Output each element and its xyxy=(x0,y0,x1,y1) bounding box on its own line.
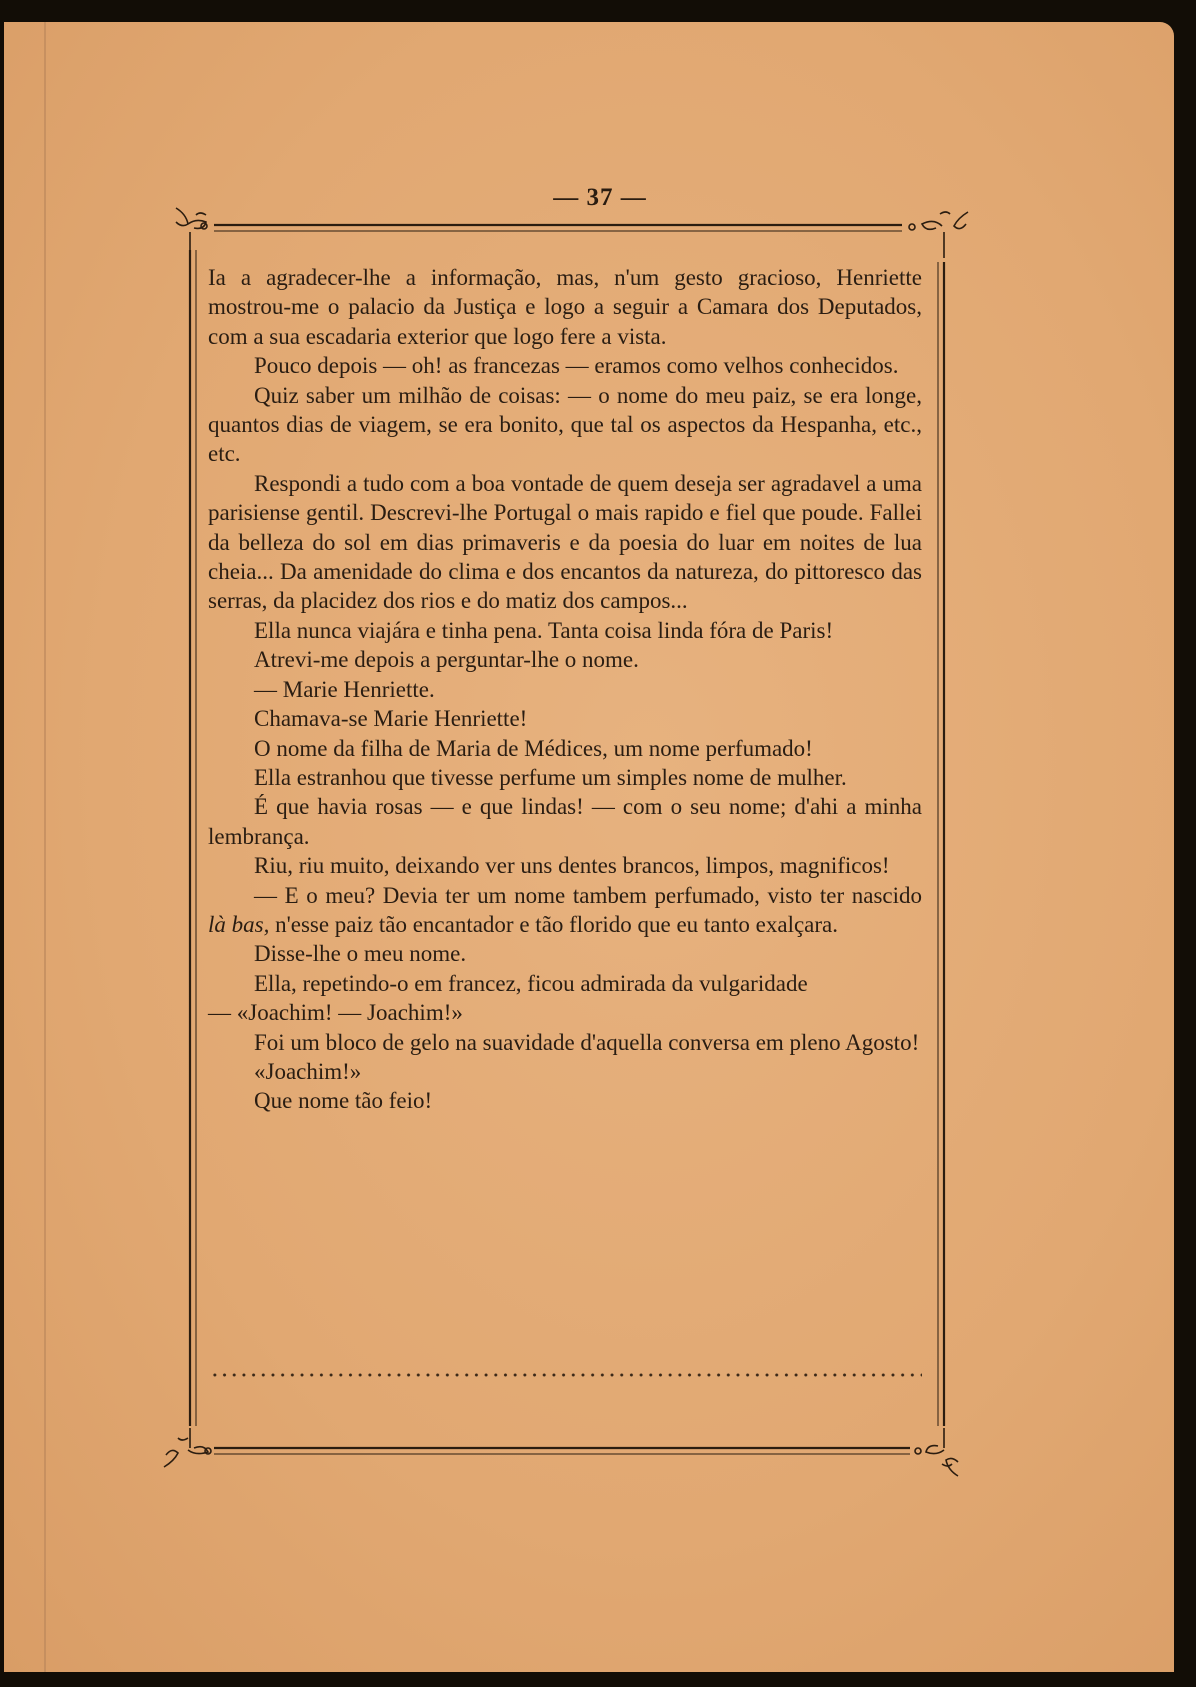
paragraph-text: n'esse paiz tão encantador e tão florido que eu tanto exalçara. xyxy=(269,911,838,937)
paragraph xyxy=(208,881,922,940)
paragraph: Ia a agradecer-lhe a informação, mas, n'um gesto gracioso, Henriette mostrou-me o palacio da Justiça e logo a seguir a Camara dos Deputados, com a sua escadaria exterior que logo fere a vista. xyxy=(208,265,922,349)
paragraph: — «Joachim! — Joachim!» xyxy=(208,1000,463,1026)
paragraph: Ella estranhou que tivesse perfume um simples nome de mulher. xyxy=(254,764,847,790)
paragraph-text: — E o meu? Devia ter um nome tambem perfumado, visto ter nascido xyxy=(254,882,922,908)
paragraph: Respondi a tudo com a boa vontade de quem deseja ser agradavel a uma parisiense gentil. Descrevi-lhe Portugal o mais rapido e fiel que poude. Fallei da belleza do sol em dias primaveris e da poesia do luar em noites de lua cheia... Da amenidade do clima e dos encantos da natureza, do pittoresco das serras, da placidez dos rios e do matiz dos campos... xyxy=(208,470,922,614)
paragraph: Foi um bloco de gelo na suavidade d'aquella conversa em pleno Agosto! xyxy=(254,1029,920,1055)
paragraph: Disse-lhe o meu nome. xyxy=(254,941,467,967)
paragraph: Ella nunca viajára e tinha pena. Tanta coisa linda fóra de Paris! xyxy=(254,617,834,643)
paragraph: «Joachim!» xyxy=(254,1058,362,1084)
page-number: — 37 — xyxy=(553,184,647,211)
paragraph: Que nome tão feio! xyxy=(254,1088,433,1114)
paragraph: O nome da filha de Maria de Médices, um nome perfumado! xyxy=(254,735,813,761)
paragraph: Quiz saber um milhão de coisas: — o nome do meu paiz, se era longe, quantos dias de viagem, se era bonito, que tal os aspectos da Hespanha, etc., etc. xyxy=(208,382,922,467)
paragraph: É que havia rosas — e que lindas! — com o seu nome; d'ahi a minha lembrança. xyxy=(208,794,922,849)
paragraph: Chamava-se Marie Henriette! xyxy=(254,706,528,732)
body-text xyxy=(208,263,922,1116)
paragraph: — Marie Henriette. xyxy=(254,676,435,702)
dotted-line-separator xyxy=(210,1372,922,1378)
paragraph: Ella, repetindo-o em francez, ficou admirada da vulgaridade xyxy=(254,970,808,996)
italic-phrase: là bas, xyxy=(208,911,270,937)
paragraph: Pouco depois — oh! as francezas — eramos como velhos conhecidos. xyxy=(254,353,899,379)
paragraph: Atrevi-me depois a perguntar-lhe o nome. xyxy=(254,647,639,673)
paragraph: Riu, riu muito, deixando ver uns dentes brancos, limpos, magnificos! xyxy=(254,853,890,879)
binding-fold xyxy=(44,22,46,1672)
